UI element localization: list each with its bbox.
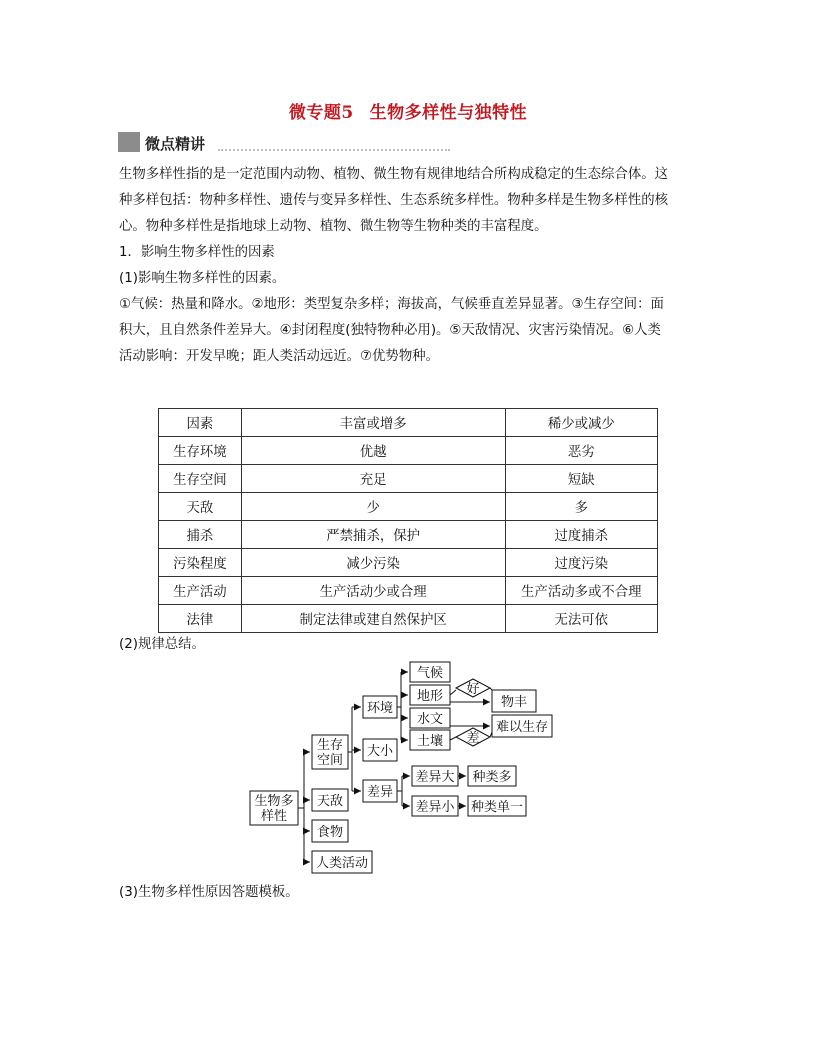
diagram-label-difference: 差异 [366, 785, 394, 800]
table-cell: 生产活动 [159, 577, 242, 605]
table-cell: 恶劣 [505, 437, 657, 465]
subheading-summary: (2)规律总结。 [119, 637, 205, 652]
table-cell: 生产活动多或不合理 [505, 577, 657, 605]
intro-line: 种多样包括：物种多样性、遗传与变异多样性、生态系统多样性。物种多样是生物多样性的核 [119, 193, 669, 208]
diagram-label-living-space-line2: 空间 [316, 753, 344, 768]
diagram-label-root-line1: 生物多 [254, 794, 294, 809]
table-cell: 减少污染 [241, 549, 505, 577]
diagram-label-rich-species: 物丰 [500, 695, 528, 710]
subheading-template: (3)生物多样性原因答题模板。 [119, 885, 299, 900]
factors-line: 积大，且自然条件差异大。④封闭程度(独特物种必用)。⑤天敌情况、灾害污染情况。⑥人类 [119, 323, 661, 338]
diagram-label-natural-enemy: 天敌 [316, 794, 344, 809]
table-cell: 短缺 [505, 465, 657, 493]
table-header-cell: 稀少或减少 [505, 409, 657, 437]
table-cell: 制定法律或建自然保护区 [241, 605, 505, 633]
table-cell: 过度捕杀 [505, 521, 657, 549]
table-cell: 少 [241, 493, 505, 521]
table-cell: 多 [505, 493, 657, 521]
heading-factors: 1．影响生物多样性的因素 [119, 245, 275, 260]
diagram-label-size: 大小 [366, 744, 394, 759]
table-cell: 过度污染 [505, 549, 657, 577]
diagram-label-diff-large: 差异大 [415, 770, 455, 785]
diagram-label-living-space-line1: 生存 [316, 738, 344, 753]
factors-line: ①气候：热量和降水。②地形：类型复杂多样；海拔高，气候垂直差异显著。③生存空间：面 [119, 297, 664, 312]
table-cell: 捕杀 [159, 521, 242, 549]
intro-line: 心。物种多样性是指地球上动物、植物、微生物等生物种类的丰富程度。 [119, 219, 548, 234]
table-cell: 生存环境 [159, 437, 242, 465]
table-cell: 法律 [159, 605, 242, 633]
diagram-label-single-species: 种类单一 [470, 800, 524, 815]
title-prefix: 微专题5 [288, 103, 354, 123]
table-cell: 生产活动少或合理 [241, 577, 505, 605]
diagram-label-diff-small: 差异小 [415, 800, 455, 815]
table-cell: 天敌 [159, 493, 242, 521]
title-main: 生物多样性与独特性 [369, 103, 528, 123]
table-header-cell: 丰富或增多 [241, 409, 505, 437]
diagram-label-hydrology: 水文 [416, 712, 444, 727]
diagram-label-good: 好 [466, 682, 480, 697]
factors-line: 活动影响：开发早晚；距人类活动远近。⑦优势物种。 [119, 349, 439, 364]
diagram-label-food: 食物 [316, 825, 344, 840]
banner-label: 微点精讲 [145, 135, 206, 153]
diagram-label-terrain: 地形 [416, 689, 444, 704]
table-cell: 充足 [241, 465, 505, 493]
diagram-label-hard-to-survive: 难以生存 [495, 720, 549, 735]
diagram-label-human-activity: 人类活动 [315, 856, 369, 871]
intro-line: 生物多样性指的是一定范围内动物、植物、微生物有规律地结合所构成稳定的生态综合体。这 [119, 167, 669, 182]
table-cell: 无法可依 [505, 605, 657, 633]
table-cell: 污染程度 [159, 549, 242, 577]
diagram-label-soil: 土壤 [416, 734, 444, 749]
table-cell: 生存空间 [159, 465, 242, 493]
subheading-factors: (1)影响生物多样性的因素。 [119, 271, 286, 286]
diagram-label-bad: 差 [466, 731, 480, 746]
table-cell: 优越 [241, 437, 505, 465]
table-cell: 严禁捕杀，保护 [241, 521, 505, 549]
diagram-label-many-species: 种类多 [472, 770, 512, 785]
diagram-label-environment: 环境 [366, 701, 394, 716]
diagram-label-root-line2: 样性 [260, 809, 288, 824]
diagram-label-climate: 气候 [416, 666, 444, 681]
table-header-cell: 因素 [159, 409, 242, 437]
